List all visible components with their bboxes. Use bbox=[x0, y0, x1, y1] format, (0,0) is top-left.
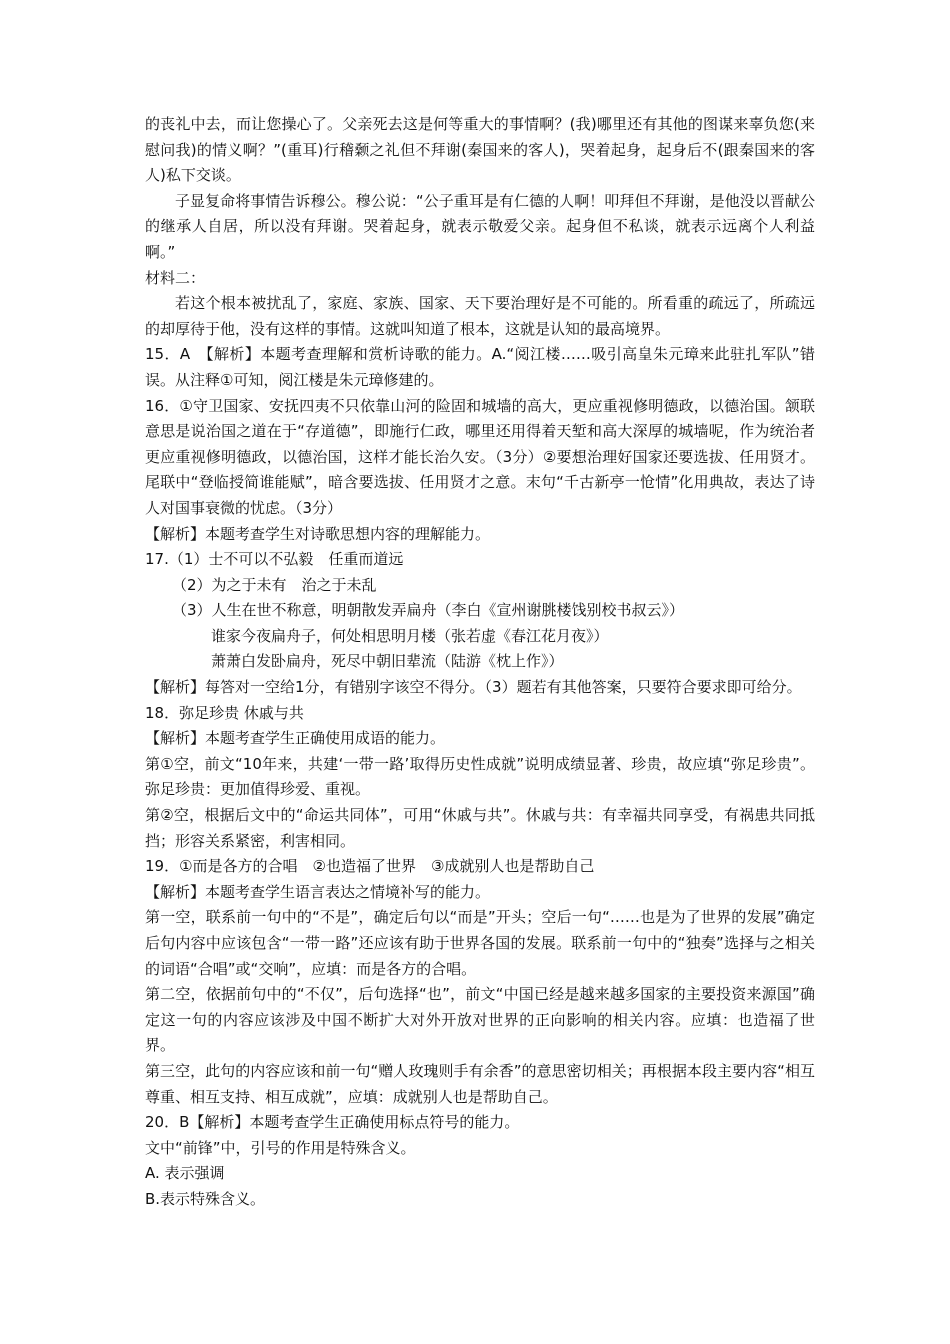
answer-16: 16．①守卫国家、安抚四夷不只依靠山河的险固和城墙的高大，更应重视修明德政，以德治国。颔联意思是说治国之道在于“存道德”，即施行仁政，哪里还用得着天堑和高大深厚的城墙呢，作为统治者更应重视修明德政，以德治国，这样才能长治久安。（3分）②要想治理好国家还要选拔、任用贤才。尾联中“登临授简谁能赋”，暗含要选拔、任用贤才之意。末句“千古新亭一怆情”化用典故，表达了诗人对国事衰微的忧虑。（3分） bbox=[145, 396, 815, 517]
analysis-18: 【解析】本题考查学生正确使用成语的能力。 bbox=[145, 729, 446, 748]
answer-17-1: 17.（1）士不可以不弘毅 任重而道远 bbox=[145, 550, 404, 569]
analysis-19-blank-1: 第一空，联系前一句中的“不是”，确定后句以“而是”开头；空后一句“……也是为了世界的发展”确定后句内容中应该包含“一带一路”还应该有助于世界各国的发展。联系前一句中的“独奏”选择与之相关的词语“合唱”或“交响”，应填：而是各方的合唱。 bbox=[145, 908, 815, 978]
analysis-16: 【解析】本题考查学生对诗歌思想内容的理解能力。 bbox=[145, 524, 491, 543]
document-page bbox=[145, 112, 815, 1213]
analysis-19-blank-2: 第二空，依据前句中的“不仅”，后句选择“也”，前文“中国已经是越来越多国家的主要投资来源国”确定这一句的内容应该涉及中国不断扩大对外开放对世界的正向影响的相关内容。应填：也造福了世界。 bbox=[145, 985, 815, 1055]
answer-17-2: （2）为之于未有 治之于未乱 bbox=[172, 575, 377, 594]
option-a: A. 表示强调 bbox=[145, 1164, 225, 1183]
answer-19: 19．①而是各方的合唱 ②也造福了世界 ③成就别人也是帮助自己 bbox=[145, 857, 595, 876]
option-b: B.表示特殊含义。 bbox=[145, 1189, 266, 1208]
text-line: 的丧礼中去，而让您操心了。父亲死去这是何等重大的事情啊？(我)哪里还有其他的图谋来辜负您(来慰问我)的情义啊？”(重耳)行稽颡之礼但不拜谢(秦国来的客人)，哭着起身，起身后不(跟秦国来的客人)私下交谈。 bbox=[145, 115, 815, 185]
analysis-18-blank-2: 第②空，根据后文中的“命运共同体”，可用“休戚与共”。休戚与共：有幸福共同享受，有祸患共同抵挡；形容关系紧密，利害相同。 bbox=[145, 806, 815, 850]
answer-15: 15．A 【解析】本题考查理解和赏析诗歌的能力。A.“阅江楼……吸引高皇朱元璋来此驻扎军队”错误。从注释①可知，阅江楼是朱元璋修建的。 bbox=[145, 345, 815, 389]
analysis-18-blank-1: 第①空，前文“10年来，共建‘一带一路’取得历史性成就”说明成绩显著、珍贵，故应填“弥足珍贵”。弥足珍贵：更加值得珍爱、重视。 bbox=[145, 754, 815, 799]
answer-18: 18．弥足珍贵 休戚与共 bbox=[145, 703, 304, 722]
analysis-20: 文中“前锋”中，引号的作用是特殊含义。 bbox=[145, 1138, 416, 1157]
analysis-19: 【解析】本题考查学生语言表达之情境补写的能力。 bbox=[145, 882, 491, 901]
answer-17-3-alt: 萧萧白发卧扁舟，死尽中朝旧辈流（陆游《枕上作》） bbox=[211, 652, 564, 671]
answer-17-3: （3）人生在世不称意，明朝散发弄扁舟（李白《宣州谢朓楼饯别校书叔云》） bbox=[172, 601, 685, 620]
answer-17-3-alt: 谁家今夜扁舟子，何处相思明月楼（张若虚《春江花月夜》） bbox=[211, 626, 609, 645]
analysis-19-blank-3: 第三空，此句的内容应该和前一句“赠人玫瑰则手有余香”的意思密切相关；再根据本段主要内容“相互尊重、相互支持、相互成就”，应填：成就别人也是帮助自己。 bbox=[145, 1061, 815, 1106]
text-line: 若这个根本被扰乱了，家庭、家族、国家、天下要治理好是不可能的。所看重的疏远了，所疏远的却厚待于他，没有这样的事情。这就叫知道了根本，这就是认知的最高境界。 bbox=[145, 294, 815, 338]
answer-20: 20．B【解析】本题考查学生正确使用标点符号的能力。 bbox=[145, 1113, 520, 1132]
section-heading: 材料二： bbox=[145, 268, 206, 287]
text-line: 子显复命将事情告诉穆公。穆公说：“公子重耳是有仁德的人啊！叩拜但不拜谢，是他没以晋献公的继承人自居，所以没有拜谢。哭着起身，就表示敬爱父亲。起身但不私谈，就表示远离个人利益啊。” bbox=[145, 191, 815, 261]
analysis-17: 【解析】每答对一空给1分，有错别字该空不得分。（3）题若有其他答案，只要符合要求即可给分。 bbox=[145, 678, 802, 697]
